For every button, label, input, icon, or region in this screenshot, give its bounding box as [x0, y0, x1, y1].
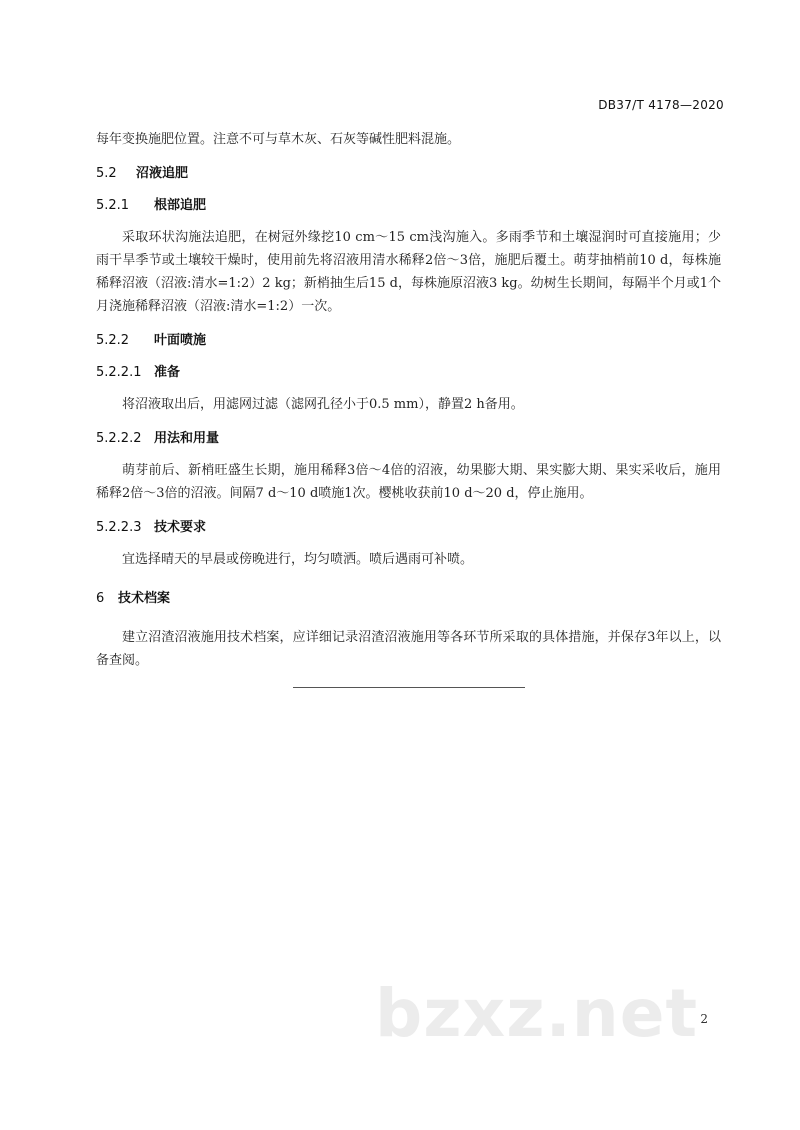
section-number: 5.2.1 — [96, 198, 130, 213]
standard-code: DB37/T 4178—2020 — [598, 98, 724, 112]
section-6-heading — [96, 587, 721, 610]
document-body — [96, 128, 721, 672]
carryover-paragraph: 每年变换施肥位置。注意不可与草木灰、石灰等碱性肥料混施。 — [96, 132, 461, 147]
section-title: 技术要求 — [154, 520, 207, 535]
archive-paragraph: 建立沼渣沼液施用技术档案，应详细记录沼渣沼液施用等各环节所采取的具体措施，并保存3年以上，以备查阅。 — [96, 630, 721, 668]
section-5-2-heading — [96, 162, 721, 185]
section-5-2-2-2-heading — [96, 427, 721, 450]
section-title: 叶面喷施 — [154, 333, 207, 348]
section-number: 5.2.2 — [96, 333, 130, 348]
section-number: 5.2.2.2 — [96, 431, 142, 446]
section-5-2-1-heading — [96, 194, 721, 217]
section-number: 5.2.2.3 — [96, 520, 142, 535]
root-fertilizing-paragraph: 采取环状沟施法追肥，在树冠外缘挖10 cm～15 cm浅沟施入。多雨季节和土壤湿润时可直接施用；少雨干旱季节或土壤较干燥时，使用前先将沼液用清水稀释2倍～3倍，施肥后覆土。萌芽抽梢前10 d，每株施稀释沼液（沼液:清水=1:2）2 kg；新梢抽生后15 d，每株施原沼液3 kg。幼树生长期间，每隔半个月或1个月浇施稀释沼液（沼液:清水=1:2）一次。 — [96, 230, 721, 314]
section-title: 沼液追肥 — [136, 166, 189, 181]
section-number: 5.2.2.1 — [96, 365, 142, 380]
preparation-paragraph: 将沼液取出后，用滤网过滤（滤网孔径小于0.5 mm），静置2 h备用。 — [122, 397, 524, 412]
usage-paragraph: 萌芽前后、新梢旺盛生长期，施用稀释3倍～4倍的沼液，幼果膨大期、果实膨大期、果实采收后，施用稀释2倍～3倍的沼液。间隔7 d～10 d喷施1次。樱桃收获前10 d～20 d，停止施用。 — [96, 463, 721, 501]
watermark: bzxz.net — [375, 975, 699, 1052]
section-number: 5.2 — [96, 166, 117, 181]
end-of-text-rule — [293, 687, 525, 688]
section-5-2-2-heading — [96, 329, 721, 352]
section-5-2-2-1-heading — [96, 361, 721, 384]
section-5-2-2-3-heading — [96, 516, 721, 539]
section-title: 根部追肥 — [154, 198, 207, 213]
section-title: 准备 — [154, 365, 181, 380]
section-number: 6 — [96, 591, 105, 606]
section-title: 技术档案 — [118, 591, 171, 606]
technical-requirements-paragraph: 宜选择晴天的早晨或傍晚进行，均匀喷洒。喷后遇雨可补喷。 — [122, 552, 474, 567]
page-number: 2 — [700, 1012, 708, 1026]
section-title: 用法和用量 — [154, 431, 220, 446]
